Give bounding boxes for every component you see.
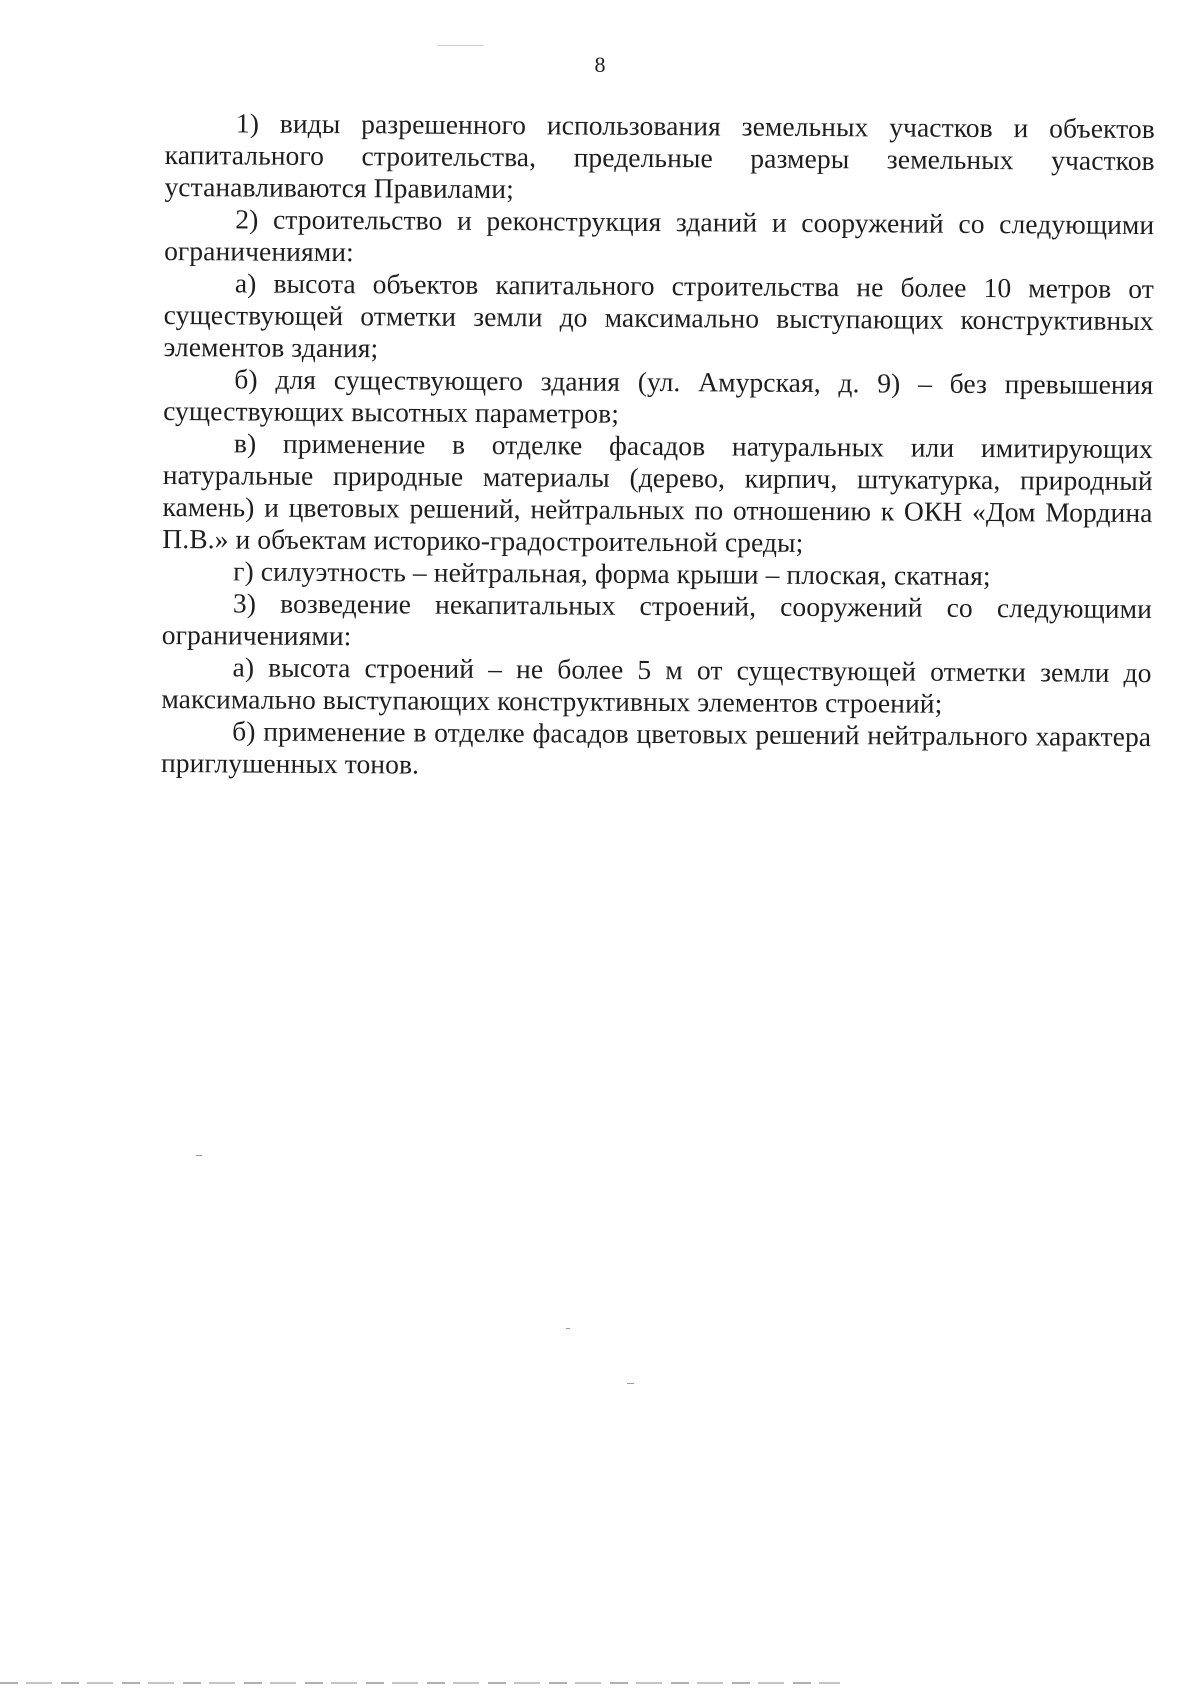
paragraph-2-construction: 2) строительство и реконструкция зданий и сооружений со следующими ограничениями: bbox=[164, 203, 1155, 268]
paragraph-2a-height: а) высота объектов капитального строительства не более 10 метров от существующей отметки земли до максимально выступающих конструктивных элементов здания; bbox=[163, 267, 1155, 364]
scan-speck bbox=[438, 45, 484, 46]
scan-edge-artifact bbox=[0, 1682, 840, 1684]
scan-speck bbox=[627, 1383, 634, 1384]
paragraph-1-land-use: 1) виды разрешенного использования земельных участков и объектов капитального строительства, предельные размеры земельных участков устанавливаются Правилами; bbox=[164, 107, 1155, 205]
paragraph-2b-existing-building: б) для существующего здания (ул. Амурская, д. 9) – без превышения существующих высотных параметров; bbox=[163, 363, 1154, 429]
document-body bbox=[161, 107, 1155, 785]
page-number: 8 bbox=[594, 52, 606, 77]
paragraph-3-non-capital: 3) возведение некапитальных строений, сооружений со следующими ограничениями: bbox=[161, 587, 1153, 652]
scan-speck bbox=[196, 1155, 202, 1156]
paragraph-2v-facade-materials: в) применение в отделке фасадов натуральных или имитирующих натуральные природные материалы (дерево, кирпич, штукатурка, природный камень) и цветовых решений, нейтральных по отношению к ОКН «Дом Мордина П.В.» и объектам историко-градостроительной среды; bbox=[162, 427, 1154, 558]
paragraph-3b-facade-colors: б) применение в отделке фасадов цветовых решений нейтрального характера приглушенных тонов. bbox=[160, 715, 1152, 780]
scan-speck bbox=[566, 1328, 570, 1329]
paragraph-3a-height: а) высота строений – не более 5 м от существующей отметки земли до максимально выступающих конструктивных элементов строений; bbox=[161, 651, 1152, 719]
paragraph-2g-silhouette: г) силуэтность – нейтральная, форма крыши – плоская, скатная; bbox=[233, 555, 991, 592]
